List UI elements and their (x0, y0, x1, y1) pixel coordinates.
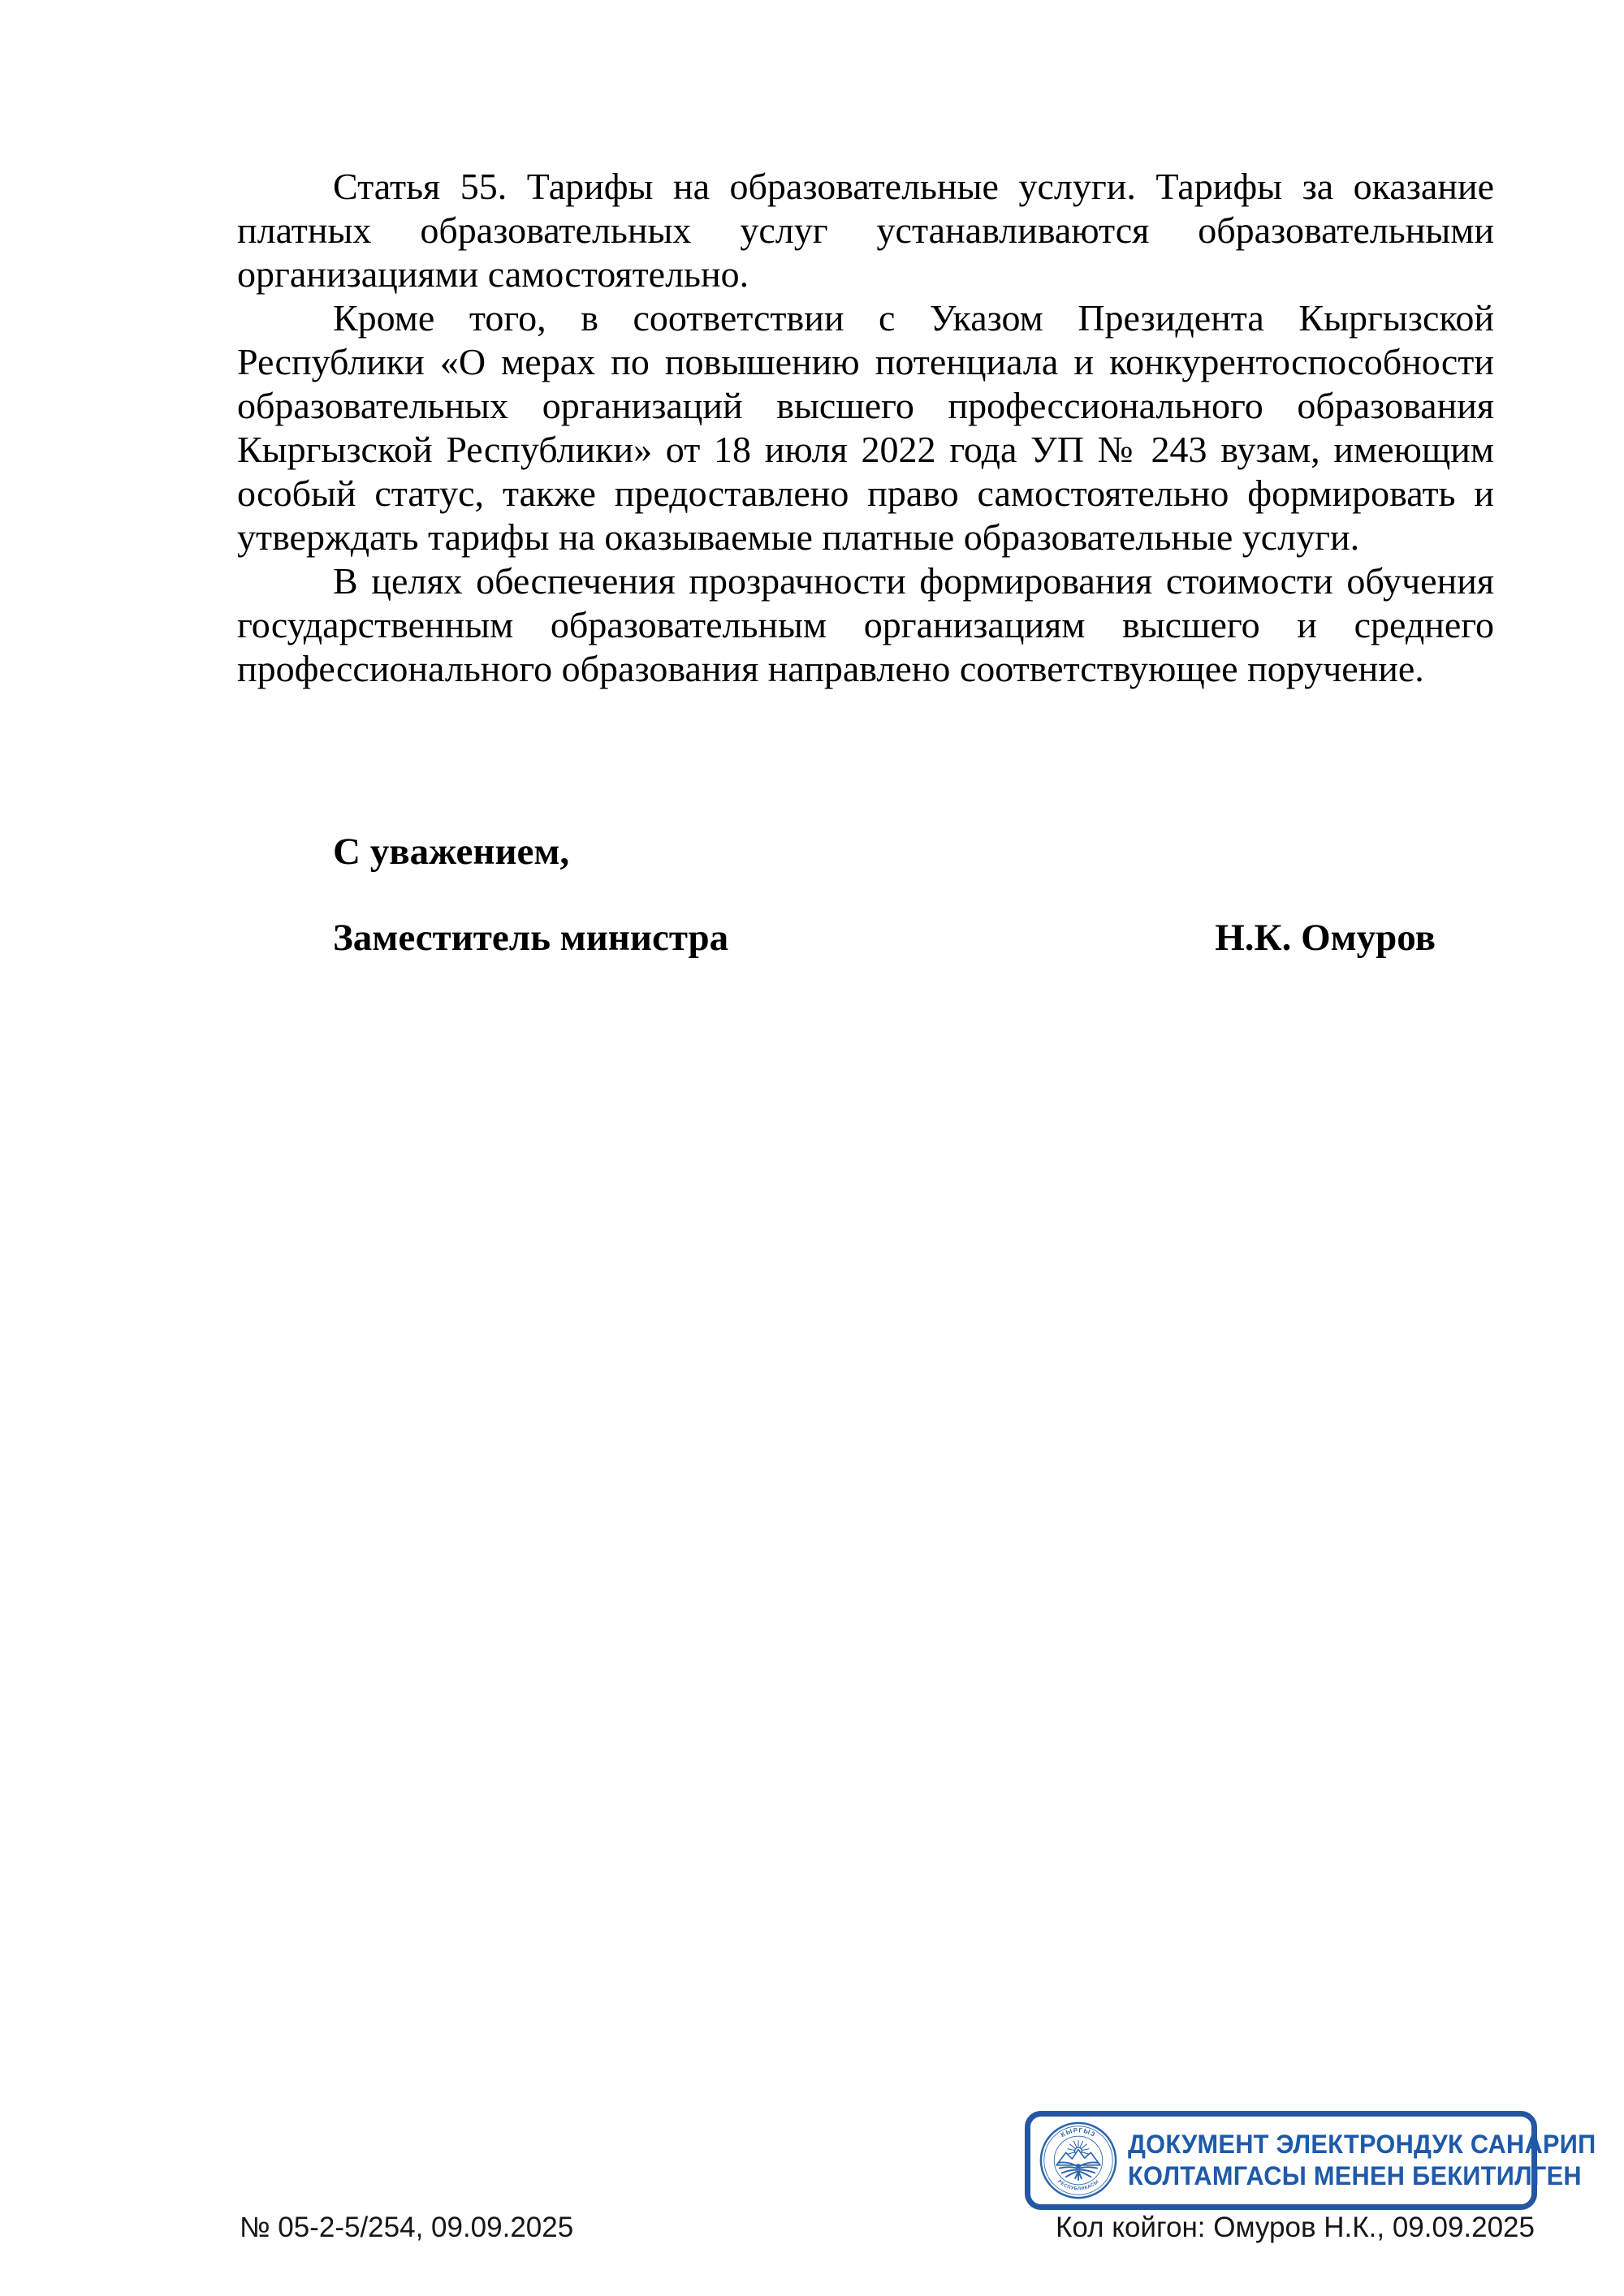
signature-title: Заместитель министра (333, 917, 729, 959)
kyrgyz-emblem-icon (1039, 2121, 1117, 2199)
stamp-text-line1: ДОКУМЕНТ ЭЛЕКТРОНДУК САНАРИП (1128, 2130, 1596, 2159)
stamp-text-line2: КОЛТАМГАСЫ МЕНЕН БЕКИТИЛГЕН (1128, 2161, 1582, 2190)
footer-signer: Кол койгон: Омуров Н.К., 09.09.2025 (1056, 2212, 1535, 2243)
emblem-falcon-head (1076, 2164, 1080, 2168)
body-line: Статья 55. Тарифы на образовательные услуги. Тарифы за оказание (333, 166, 1494, 207)
body-line: образовательных организаций высшего профессионального образования (237, 385, 1494, 426)
letter-body (237, 165, 1494, 691)
signature-name: Н.К. Омуров (1215, 917, 1436, 959)
digital-signature-stamp (1025, 2111, 1596, 2210)
signature-row (333, 916, 1436, 960)
footer-doc-number: № 05-2-5/254, 09.09.2025 (240, 2212, 574, 2243)
body-line: утверждать тарифы на оказываемые платные образовательные услуги. (237, 516, 1360, 558)
body-line: профессионального образования направлено соответствующее поручение. (237, 648, 1424, 689)
emblem-bottom-text: РЕСПУБЛИКАСЫ (1056, 2179, 1100, 2192)
body-line: государственным образовательным организациям высшего и среднего (237, 604, 1494, 645)
body-line: Республики «О мерах по повышению потенциала и конкурентоспособности (237, 341, 1494, 382)
body-line: организациями самостоятельно. (237, 253, 749, 295)
body-line: особый статус, также предоставлено право самостоятельно формировать и (237, 473, 1494, 514)
body-line: платных образовательных услуг устанавливаются образовательными (237, 209, 1494, 251)
body-line: В целях обеспечения прозрачности формирования стоимости обучения (333, 560, 1494, 602)
closing-line: С уважением, (333, 831, 570, 873)
body-line: Кыргызской Республики» от 18 июля 2022 года УП № 243 вузам, имеющим (237, 429, 1494, 470)
body-line: Кроме того, в соответствии с Указом Президента Кыргызской (333, 297, 1494, 339)
emblem-top-text: КЫРГЫЗ (1059, 2126, 1098, 2139)
stamp-text (1128, 2129, 1596, 2192)
